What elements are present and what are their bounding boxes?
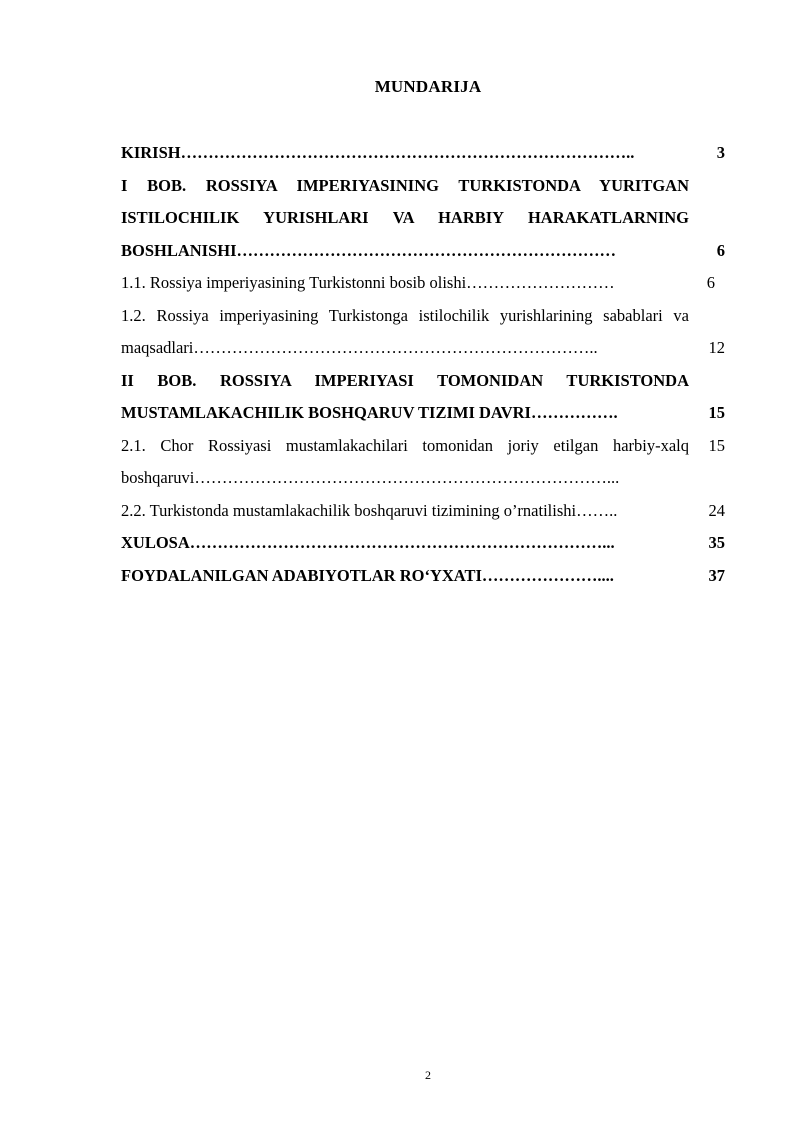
toc-entry-section-2-1[interactable] (121, 430, 725, 495)
toc-entry-page: 6 (716, 240, 725, 260)
toc-entry-page: 15 (708, 402, 725, 422)
toc-entry-section-1-2[interactable] (121, 300, 725, 365)
toc-entry-text: I BOB. ROSSIYA IMPERIYASINING TURKISTONDA YURITGAN ISTILOCHILIK YURISHLARI VA HARBIY HARAKATLARNING BOSHLANISHI…………………………………………………………… (121, 175, 689, 260)
toc-entry-page: 3 (716, 143, 725, 162)
toc-entry-chapter-1[interactable] (121, 170, 725, 268)
toc-entry-section-2-2[interactable] (121, 495, 725, 528)
toc-entry-adabiyotlar[interactable] (121, 560, 725, 593)
toc-entry-page: 15 (708, 435, 725, 455)
toc-entry-kirish[interactable] (121, 137, 725, 170)
toc-entry-text: II BOB. ROSSIYA IMPERIYASI TOMONIDAN TURKISTONDA MUSTAMLAKACHILIK BOSHQARUV TIZIMI DAVRI……………. (121, 370, 689, 422)
toc-entry-page: 37 (708, 565, 725, 585)
toc-entry-text: 1.2. Rossiya imperiyasining Turkistonga istilochilik yurishlarining sabablari va maqsadlari……………………………………………………………….. (121, 305, 689, 357)
toc-entry-page: 6 (706, 273, 715, 292)
toc-entry-text: 2.1. Chor Rossiyasi mustamlakachilari tomonidan joriy etilgan harbiy-xalq boshqaruvi…………………………………………………………………... (121, 435, 689, 487)
page-number: 2 (425, 1068, 431, 1082)
toc-entry-chapter-2[interactable] (121, 365, 725, 430)
toc-entry-text: 1.1. Rossiya imperiyasining Turkistonni bosib olishi……………………… (121, 273, 615, 292)
toc-entry-page: 24 (708, 500, 725, 520)
page-title: MUNDARIJA (374, 77, 482, 96)
toc-entry-text: 2.2. Turkistonda mustamlakachilik boshqaruvi tizimining o’rnatilishi…….. (121, 500, 618, 520)
toc-entry-page: 12 (708, 337, 725, 357)
toc-entry-xulosa[interactable] (121, 527, 725, 560)
toc-entry-page: 35 (708, 533, 725, 552)
toc-entry-text: XULOSA…………………………………………………………………... (121, 533, 615, 552)
toc-entry-text: FOYDALANILGAN ADABIYOTLAR RO‘YXATI………………….... (121, 565, 614, 585)
toc-entry-section-1-1[interactable] (121, 267, 725, 300)
toc-entry-text: KIRISH……………………………………………………………………….. (121, 143, 635, 162)
table-of-contents (121, 137, 725, 592)
